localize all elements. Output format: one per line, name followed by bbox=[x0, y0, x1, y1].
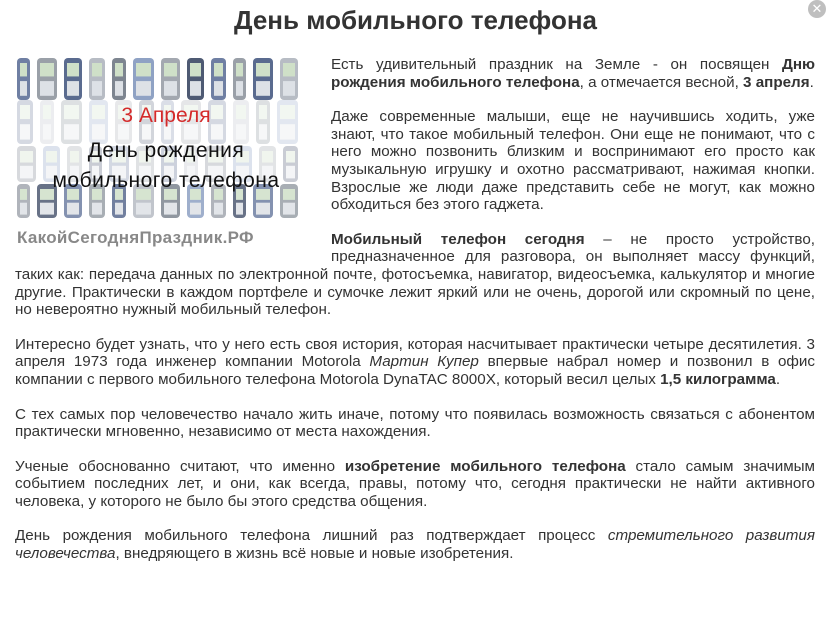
illustration-name-line2: мобильного телефона bbox=[52, 169, 280, 192]
bold-text: 3 апреля bbox=[743, 73, 810, 91]
phone-thumbnail bbox=[233, 58, 246, 100]
paragraph-4 bbox=[15, 336, 815, 389]
close-icon: ✕ bbox=[811, 1, 823, 16]
bold-text: Дню рождения мобильного телефона bbox=[331, 56, 815, 91]
text: впервые набрал номер и позвонил в офис компании с первого мобильного телефона Motorola DynaTAC 8000X, который весил целых bbox=[15, 353, 816, 388]
bold-text: 1,5 килограмма bbox=[660, 370, 776, 388]
illustration-name-line1: День рождения bbox=[87, 139, 245, 162]
text: . bbox=[809, 73, 814, 91]
page-title: День мобильного телефона bbox=[234, 5, 597, 35]
phone-thumbnail bbox=[187, 58, 204, 100]
illustration-holiday-name bbox=[15, 136, 317, 196]
paragraph-6 bbox=[15, 458, 815, 511]
bold-text: Мобильный телефон сегодня bbox=[331, 230, 585, 248]
paragraph-5: С тех самых пор человечество начало жить иначе, потому что появилась возможность связаться с абонентом практически мгновенно, независимо от места нахождения. bbox=[15, 405, 815, 441]
phone-thumbnail bbox=[280, 58, 298, 100]
bold-text: изобретение мобильного телефона bbox=[344, 457, 626, 475]
phone-thumbnail bbox=[211, 58, 226, 100]
phone-thumbnail bbox=[133, 58, 154, 100]
close-button[interactable] bbox=[808, 0, 826, 18]
phone-thumbnail bbox=[17, 58, 30, 100]
text: , внедряющего в жизнь всё новые и новые изобретения. bbox=[115, 545, 514, 563]
illustration-site-watermark: КакойСегодняПраздник.РФ bbox=[17, 228, 254, 247]
phone-thumbnail bbox=[89, 58, 105, 100]
text: Ученые обоснованно считают, что именно bbox=[15, 457, 345, 475]
italic-text: стремительного развития человечества bbox=[15, 527, 815, 563]
phone-thumbnail bbox=[161, 58, 180, 100]
text: Интересно будет узнать, что у него есть своя история, которая насчитывает практически четыре десятилетия. 3 апреля 1973 года инженер компании Motorola bbox=[15, 335, 815, 371]
phone-thumbnail bbox=[64, 58, 82, 100]
text: Есть удивительный праздник на Земле - он посвящен bbox=[331, 56, 783, 73]
italic-text: Мартин Купер bbox=[369, 353, 479, 371]
phone-thumbnail bbox=[37, 58, 57, 100]
text: . bbox=[775, 370, 781, 388]
text: – не просто устройство, предназначенное для разговора, он выполняет массу функций, таких как: передача данных по электронной почте, фотосъемка, навигатор, видеосъемка, калькулятор и многие другие. Практически в каждом портфеле и сумочке лежит яркий или не очень, дорогой или скромный по цене, но невероятно нужный мобильный телефон. bbox=[15, 230, 815, 319]
paragraph-2: Даже современные малыши, еще не научившись ходить, уже знают, что такое мобильный телефон. Они еще не понимают, что с него можно позвонить близким и воспринимают его просто как музыкальную игрушку и охотно рассматривают, нажимая кнопки. Взрослые же люди даже представить себе не могут, как можно обходиться без этого гаджета. bbox=[331, 108, 815, 214]
paragraph-7 bbox=[15, 527, 815, 562]
illustration-date: 3 Апреля bbox=[121, 104, 211, 127]
text: , а отмечается весной, bbox=[579, 73, 744, 91]
text: стало самым значимым событием последних лет, и они, как всегда, правы, потому что, сегодня практически не найти активного человека, у которого не было бы этого средства общения. bbox=[15, 457, 815, 510]
text: День рождения мобильного телефона лишний раз подтверждает процесс bbox=[15, 527, 608, 545]
article bbox=[15, 56, 815, 580]
phone-thumbnail bbox=[112, 58, 126, 100]
holiday-illustration bbox=[15, 56, 317, 256]
phone-thumbnail bbox=[253, 58, 273, 100]
